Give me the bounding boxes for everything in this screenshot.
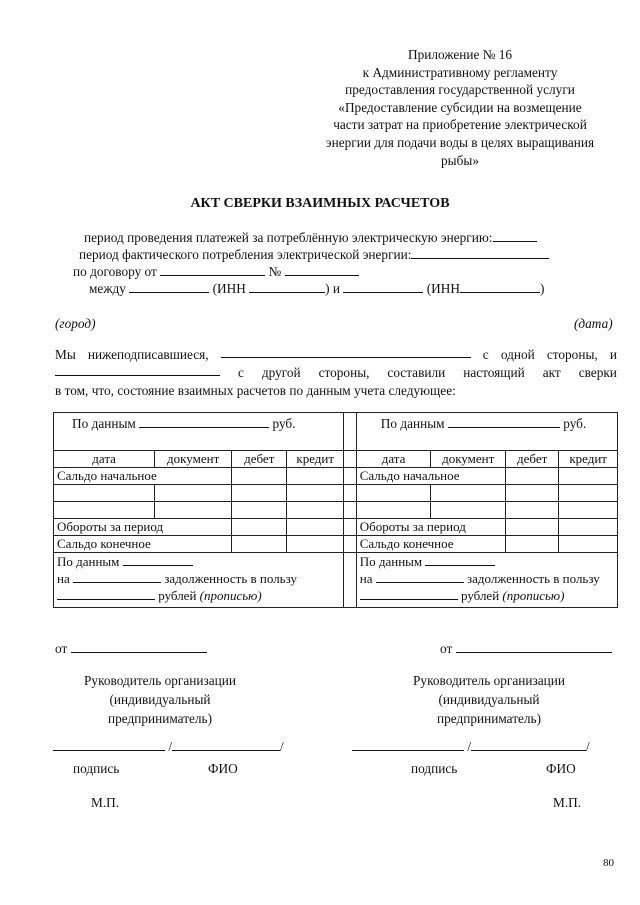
turnover-label: Обороты за период bbox=[54, 519, 232, 536]
slash: / bbox=[467, 739, 472, 754]
paragraph-word: стороны, bbox=[546, 347, 598, 362]
party1-inn-field[interactable] bbox=[249, 281, 325, 293]
paragraph-line-2 bbox=[55, 364, 617, 382]
paragraph-line-1 bbox=[55, 346, 617, 364]
head-line: предприниматель) bbox=[436, 711, 542, 726]
agreement-paragraph bbox=[55, 346, 617, 400]
table-cell[interactable] bbox=[155, 485, 232, 502]
table-cell[interactable] bbox=[559, 536, 618, 553]
footer-words-label: (прописью) bbox=[199, 588, 262, 603]
paragraph-word: с bbox=[482, 347, 489, 362]
consumption-period-field[interactable] bbox=[411, 247, 549, 259]
paragraph-word: настоящий bbox=[463, 365, 525, 380]
table-row bbox=[54, 485, 618, 502]
right-fio-field[interactable] bbox=[471, 739, 586, 751]
party2-inn-field[interactable] bbox=[460, 281, 540, 293]
table-cell[interactable] bbox=[232, 485, 287, 502]
by-data-label: По данным bbox=[72, 416, 136, 431]
table-cell[interactable] bbox=[356, 502, 431, 519]
between-row bbox=[89, 281, 544, 297]
stamp-label: М.П. bbox=[91, 795, 120, 810]
column-header-debit: дебет bbox=[506, 451, 559, 468]
column-separator bbox=[343, 451, 356, 468]
contract-number-field[interactable] bbox=[285, 264, 359, 276]
appendix-line: части затрат на приобретение электрической bbox=[333, 117, 587, 133]
table-cell[interactable] bbox=[559, 468, 618, 485]
paragraph-line-3: в том, что, состояние взаимных расчетов по данным учета следующее: bbox=[55, 383, 456, 398]
appendix-line: энергии для подачи воды в целях выращивания bbox=[325, 134, 595, 150]
table-header-row bbox=[54, 413, 618, 451]
left-head-block bbox=[55, 671, 265, 728]
footer-amount-field[interactable] bbox=[360, 588, 458, 600]
table-row bbox=[54, 468, 618, 485]
column-header-date: дата bbox=[54, 451, 155, 468]
head-line: Руководитель организации bbox=[413, 673, 565, 688]
and-label: ) и bbox=[325, 281, 341, 296]
from-label: от bbox=[55, 641, 68, 656]
consumption-period-row bbox=[79, 247, 549, 263]
column-header-date: дата bbox=[356, 451, 431, 468]
paragraph-word: сверки bbox=[578, 365, 617, 380]
column-separator bbox=[343, 502, 356, 519]
document-title: АКТ СВЕРКИ ВЗАИМНЫХ РАСЧЕТОВ bbox=[190, 196, 450, 211]
table-cell[interactable] bbox=[232, 468, 287, 485]
paragraph-word: с bbox=[237, 365, 244, 380]
column-header-credit: кредит bbox=[287, 451, 344, 468]
closing-balance-label: Сальдо конечное bbox=[356, 536, 505, 553]
footer-org-field[interactable] bbox=[123, 554, 193, 566]
right-signature-row bbox=[352, 739, 590, 755]
paragraph-word: одной bbox=[500, 347, 535, 362]
left-from-field[interactable] bbox=[71, 641, 207, 653]
closing-balance-label: Сальдо конечное bbox=[54, 536, 232, 553]
column-separator bbox=[343, 413, 356, 451]
appendix-line: «Предоставление субсидии на возмещение bbox=[338, 99, 582, 115]
table-cell[interactable] bbox=[232, 502, 287, 519]
paragraph-word: другой bbox=[261, 365, 301, 380]
column-separator bbox=[343, 536, 356, 553]
table-row bbox=[54, 519, 618, 536]
table-cell[interactable] bbox=[232, 519, 287, 536]
footer-debt-label: задолженность в пользу bbox=[164, 571, 297, 586]
from-label: от bbox=[440, 641, 453, 656]
footer-rubles-label: рублей bbox=[461, 588, 500, 603]
date-label: (дата) bbox=[574, 316, 613, 331]
column-header-debit: дебет bbox=[232, 451, 287, 468]
table-cell[interactable] bbox=[287, 468, 344, 485]
column-separator bbox=[343, 485, 356, 502]
footer-date-field[interactable] bbox=[376, 571, 464, 583]
right-from-row bbox=[440, 641, 612, 657]
contract-from-label: по договору от bbox=[73, 264, 157, 279]
table-cell[interactable] bbox=[506, 502, 559, 519]
signature-caption: подпись bbox=[73, 761, 120, 776]
left-debt-summary bbox=[54, 553, 344, 608]
page-number: 80 bbox=[603, 857, 614, 869]
payment-period-row bbox=[84, 230, 537, 246]
paragraph-word: составили bbox=[387, 365, 446, 380]
table-cell[interactable] bbox=[559, 485, 618, 502]
slash: / bbox=[168, 739, 173, 754]
footer-date-field[interactable] bbox=[73, 571, 161, 583]
table-cell[interactable] bbox=[54, 485, 155, 502]
right-org-field[interactable] bbox=[448, 416, 560, 428]
head-line: предприниматель) bbox=[107, 711, 213, 726]
inn-label: (ИНН bbox=[426, 281, 460, 296]
footer-by-data-label: По данным bbox=[57, 554, 120, 569]
head-line: (индивидуальный bbox=[109, 692, 211, 707]
inn-label: (ИНН bbox=[212, 281, 246, 296]
table-cell[interactable] bbox=[506, 519, 559, 536]
party2-field[interactable] bbox=[343, 281, 423, 293]
appendix-line: предоставления государственной услуги bbox=[345, 82, 575, 98]
table-cell[interactable] bbox=[287, 502, 344, 519]
consumption-period-label: период фактического потребления электрической энергии: bbox=[79, 247, 412, 262]
between-label: между bbox=[89, 281, 126, 296]
footer-on-label: на bbox=[57, 571, 70, 586]
right-by-data-cell bbox=[356, 413, 617, 451]
opening-balance-label: Сальдо начальное bbox=[356, 468, 505, 485]
city-label: (город) bbox=[55, 316, 96, 331]
stamp-label: М.П. bbox=[553, 795, 582, 810]
appendix-block bbox=[300, 46, 620, 169]
rub-label: руб. bbox=[272, 416, 296, 431]
signature-caption: подпись bbox=[411, 761, 458, 776]
head-line: (индивидуальный bbox=[438, 692, 540, 707]
table-cell[interactable] bbox=[287, 485, 344, 502]
table-row bbox=[54, 536, 618, 553]
left-fio-field[interactable] bbox=[172, 739, 280, 751]
column-separator bbox=[343, 468, 356, 485]
left-signature-row bbox=[53, 739, 284, 755]
signatory1-field[interactable] bbox=[221, 346, 471, 358]
table-cell[interactable] bbox=[155, 502, 232, 519]
footer-debt-label: задолженность в пользу bbox=[466, 571, 600, 586]
appendix-line: к Административному регламенту bbox=[362, 64, 558, 80]
column-separator bbox=[343, 553, 356, 608]
right-signature-field[interactable] bbox=[352, 739, 464, 751]
fio-caption: ФИО bbox=[208, 761, 238, 776]
footer-amount-field[interactable] bbox=[57, 588, 155, 600]
table-cell[interactable] bbox=[431, 502, 506, 519]
table-cell[interactable] bbox=[232, 536, 287, 553]
contract-no-label: № bbox=[268, 264, 282, 279]
footer-rubles-label: рублей bbox=[158, 588, 197, 603]
close-paren: ) bbox=[539, 281, 545, 296]
left-signature-field[interactable] bbox=[53, 739, 165, 751]
rub-label: руб. bbox=[563, 416, 587, 431]
paragraph-word: акт bbox=[542, 365, 561, 380]
by-data-label: По данным bbox=[380, 416, 445, 431]
paragraph-word: Мы bbox=[55, 347, 76, 362]
left-org-field[interactable] bbox=[139, 416, 269, 428]
party1-field[interactable] bbox=[129, 281, 209, 293]
appendix-line: Приложение № 16 bbox=[408, 47, 512, 62]
table-columns-row bbox=[54, 451, 618, 468]
table-cell[interactable] bbox=[287, 536, 344, 553]
payment-period-field[interactable] bbox=[493, 230, 537, 242]
paragraph-word: стороны, bbox=[318, 365, 370, 380]
paragraph-word: нижеподписавшиеся, bbox=[87, 347, 209, 362]
turnover-label: Обороты за период bbox=[356, 519, 505, 536]
column-separator bbox=[343, 519, 356, 536]
table-cell[interactable] bbox=[54, 502, 155, 519]
table-footer-row bbox=[54, 553, 618, 608]
column-header-document: документ bbox=[155, 451, 232, 468]
table-cell[interactable] bbox=[506, 536, 559, 553]
left-from-row bbox=[55, 641, 207, 657]
fio-caption: ФИО bbox=[546, 761, 576, 776]
table-cell[interactable] bbox=[559, 502, 618, 519]
contract-date-field[interactable] bbox=[160, 264, 265, 276]
paragraph-word: и bbox=[609, 347, 617, 362]
right-head-block bbox=[384, 671, 594, 728]
right-debt-summary bbox=[356, 553, 617, 608]
head-line: Руководитель организации bbox=[84, 673, 236, 688]
contract-row bbox=[73, 264, 359, 280]
footer-words-label: (прописью) bbox=[502, 588, 565, 603]
slash: / bbox=[586, 739, 590, 754]
signatory2-field[interactable] bbox=[55, 364, 220, 376]
slash: / bbox=[280, 739, 284, 754]
table-cell[interactable] bbox=[356, 485, 431, 502]
right-from-field[interactable] bbox=[456, 641, 612, 653]
footer-by-data-label: По данным bbox=[359, 554, 423, 569]
table-cell[interactable] bbox=[559, 519, 618, 536]
table-cell[interactable] bbox=[506, 468, 559, 485]
footer-org-field[interactable] bbox=[425, 554, 495, 566]
appendix-line: рыбы» bbox=[441, 152, 479, 168]
column-header-document: документ bbox=[431, 451, 506, 468]
column-header-credit: кредит bbox=[559, 451, 618, 468]
left-by-data-cell bbox=[54, 413, 344, 451]
opening-balance-label: Сальдо начальное bbox=[54, 468, 232, 485]
table-row bbox=[54, 502, 618, 519]
reconciliation-table bbox=[53, 412, 618, 608]
payment-period-label: период проведения платежей за потреблённую электрическую энергию: bbox=[84, 230, 493, 245]
table-cell[interactable] bbox=[431, 485, 506, 502]
table-cell[interactable] bbox=[287, 519, 344, 536]
footer-on-label: на bbox=[359, 571, 373, 586]
table-cell[interactable] bbox=[506, 485, 559, 502]
